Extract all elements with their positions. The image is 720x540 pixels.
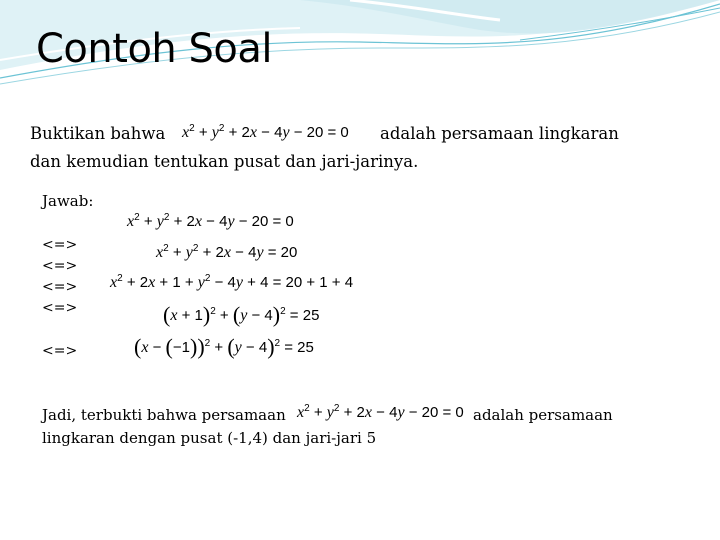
equation-step4: $(x - (-1))^2 + (y - 4)^2 = 25$ (134, 334, 314, 359)
equivalence-symbol: <=> (42, 279, 78, 295)
equivalence-symbol: <=> (42, 300, 78, 316)
equation-step3: $(x + 1)^2 + (y - 4)^2 = 25$ (163, 302, 320, 327)
intro-text-line2: dan kemudian tentukan pusat dan jari-jarinya. (30, 152, 419, 171)
intro-text-before: Buktikan bahwa (30, 124, 166, 143)
equation-step2: $x^2 + 2x + 1 + y^2 - 4y + 4 = 20 + 1 + 4$ (110, 273, 354, 291)
equation-step1: $x^2 + y^2 + 2x - 4y = 20$ (156, 243, 298, 261)
conclusion-text-before: Jadi, terbukti bahwa persamaan (42, 406, 286, 424)
equivalence-symbol: <=> (42, 343, 78, 359)
equivalence-symbol: <=> (42, 237, 78, 253)
equivalence-symbol: <=> (42, 258, 78, 274)
intro-text-after: adalah persamaan lingkaran (380, 124, 619, 143)
conclusion-text-after: adalah persamaan (473, 406, 613, 424)
equation-conclusion: $x^2 + y^2 + 2x - 4y - 20 = 0$ (297, 403, 464, 421)
slide-title: Contoh Soal (36, 26, 272, 72)
answer-label: Jawab: (42, 192, 94, 210)
conclusion-text-line2: lingkaran dengan pusat (-1,4) dan jari-jari 5 (42, 429, 377, 447)
equation-given: $x^2 + y^2 + 2x - 4y - 20 = 0$ (182, 123, 349, 141)
equation-step0: $x^2 + y^2 + 2x - 4y - 20 = 0$ (127, 212, 294, 230)
